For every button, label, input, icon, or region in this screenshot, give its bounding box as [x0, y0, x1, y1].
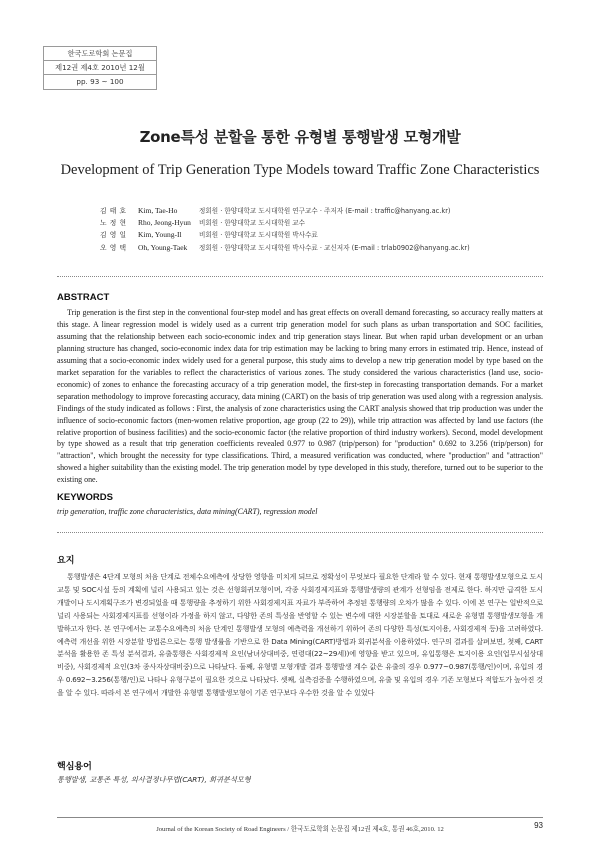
author-name-english: Rho, Jeong-Hyun	[138, 218, 191, 228]
author-row	[100, 205, 470, 217]
journal-volume: 제12권 제4호 2010년 12월	[44, 61, 156, 75]
author-name-korean: 노 정 현	[100, 219, 127, 228]
journal-name: 한국도로학회 논문집	[44, 47, 156, 61]
footer-journal-citation: Journal of the Korean Society of Road Engineers / 한국도로학회 논문집 제12권 제4호, 통권 46호,2010. 12	[156, 826, 444, 833]
author-name-korean: 김 태 호	[100, 207, 127, 215]
author-name-english: Oh, Young-Taek	[138, 242, 188, 252]
journal-info-box	[43, 46, 157, 90]
paper-title-korean: Zone특성 분할을 통한 유형별 통행발생 모형개발	[139, 128, 461, 146]
paper-title-english: Development of Trip Generation Type Models toward Traffic Zone Characteristics	[60, 162, 540, 178]
abstract-body: Trip generation is the first step in the conventional four-step model and has great effects on overall demand forecasting, so accuracy really matters at this stage. A linear regression model is widely used as a current trip generation model for such plans as urban transportation and SOC facilities, assuming that the relationship between each socio-economic index and trip generation stays linear. But when rapid urban development or an urban planning structure has changed, socio-economic index data for trip estimation may be lacking to bring many errors in estimated trip. Hence, instead of assuming that a socio-economic index widely used for a general purpose, this study aims to develop a new trip generation model by type based on the market separation for the variables to reflect the characteristics of various zones. The study considered the various characteristics (land use, socio-economic) of zones to enhance the forecasting accuracy of a trip generation model, the first-step in forecasting transportation demands. For a market separation methodology to improve forecasting accuracy, data mining (CART) on the basis of trip generation was used along with a regression analysis. Findings of the study indicated as follows : First, the analysis of zone characteristics using the CART analysis showed that trip production was under the influence of socio-economic factors (men-women relative proportion, age group (22 to 29)), while trip attraction was affected by land use factors (the relative proportion of business facilities) and the socio-economic factor (the relative proportion of third industry workers). Second, model development by type showed as a result that trip generation coefficients revealed 0.977 to 0.987 (trip/person) for "production" 0.692 to 3.256 (trip/person) for "attraction", which brought the necessity for type classifications. Third, a measured verification was conducted, where "production" and "attraction" showed a higher suitability than the existing model. The trip generation model by type developed in this study, therefore, turned out to be superior to the existing one.	[57, 308, 543, 485]
keywords-heading: KEYWORDS	[57, 492, 113, 503]
author-row	[100, 242, 470, 254]
korean-abstract-heading: 요지	[57, 556, 75, 566]
keywords-body: trip generation, traffic zone characteristics, data mining(CART), regression model	[57, 507, 318, 516]
author-row	[100, 229, 470, 241]
korean-keywords-heading: 핵심용어	[57, 762, 92, 772]
page-number: 93	[534, 821, 543, 830]
author-name-korean: 오 영 택	[100, 243, 127, 252]
footer-divider	[57, 817, 543, 818]
author-affiliation: 비회원 · 한양대학교 도시대학원 박사수료	[199, 231, 318, 240]
author-name-english: Kim, Young-Il	[138, 230, 182, 240]
author-affiliation: 정회원 · 한양대학교 도시대학원 연구교수 · 주저자 (E-mail : traffic@hanyang.ac.kr)	[199, 207, 451, 215]
author-affiliation: 비회원 · 한양대학교 도시대학원 교수	[199, 219, 306, 228]
author-row	[100, 217, 470, 229]
divider	[57, 276, 543, 277]
abstract-heading: ABSTRACT	[57, 292, 110, 303]
author-name-korean: 김 영 일	[100, 231, 127, 240]
journal-pages: pp. 93 ~ 100	[76, 77, 124, 86]
author-affiliation: 정회원 · 한양대학교 도시대학원 박사수료 · 교신저자 (E-mail : trlab0902@hanyang.ac.kr)	[199, 243, 470, 252]
author-name-english: Kim, Tae-Ho	[138, 206, 178, 215]
divider	[57, 532, 543, 533]
korean-keywords-body: 통행발생, 교통존 특성, 의사결정나무법(CART), 회귀분석모형	[57, 775, 251, 784]
author-list	[100, 205, 470, 254]
korean-abstract-body: 통행발생은 4단계 모형의 처음 단계로 전체수요예측에 상당한 영향을 미치게 되므로 정확성이 무엇보다 필요한 단계라 할 수 있다. 현재 통행발생모형으로 도시교통 및 SOC시설 등의 계획에 널리 사용되고 있는 것은 선형회귀모형이며, 각종 사회경제지표와 통행발생량의 관계가 선형임을 전제로 한다. 하지만 급격한 도시개발이나 도시계획구조가 변경되었을 때 통행량을 추정하기 위한 사회경제지표 자료가 부족하여 추정된 통행량의 오차가 많을 수 있다. 이에 본 연구는 일반적으로 널리 사용되는 사회경제지표를 선형이라 가정을 하지 않고, 다양한 존의 특성을 반영할 수 있는 변수에 대한 시장분할을 토대로 새로운 유형별 통행발생모형을 개발하고자 한다. 본 연구에서는 교통수요예측의 처음 단계인 통행발생 모형의 예측력을 개선하기 위하여 존의 다양한 특성(토지이용, 사회경제적 등)을 고려하였다. 예측력 개선을 위한 시장분할 방법론으로는 통행 발생률을 기반으로 한 Data Mining(CART)방법과 회귀분석을 이용하였다. 연구의 결과를 살펴보면, 첫째, CART분석을 활용한 존 특성 분석결과, 유출통행은 사회경제적 요인(남녀상대비중, 연령대(22~29세))에 영향을 받고 있으며, 유입통행은 토지이용 요인(업무시설상대비중), 사회경제적 요인(3차 종사자상대비중)으로 나타났다. 둘째, 유형별 모형개발 결과 통행발생 계수 값은 유출의 경우 0.977~0.987(통행/인)이며, 유입의 경우 0.692~3.256(통행/인)로 나타나 유형구분이 필요한 것으로 나타났다. 셋째, 실측검증을 수행하였으며, 유출 및 유입의 경우 기존 모형보다 적합도가 높아진 것을 알 수 있다. 따라서 본 연구에서 개발한 유형별 통행발생모형이 기존 연구보다 우수한 것을 알 수 있었다	[57, 572, 543, 698]
